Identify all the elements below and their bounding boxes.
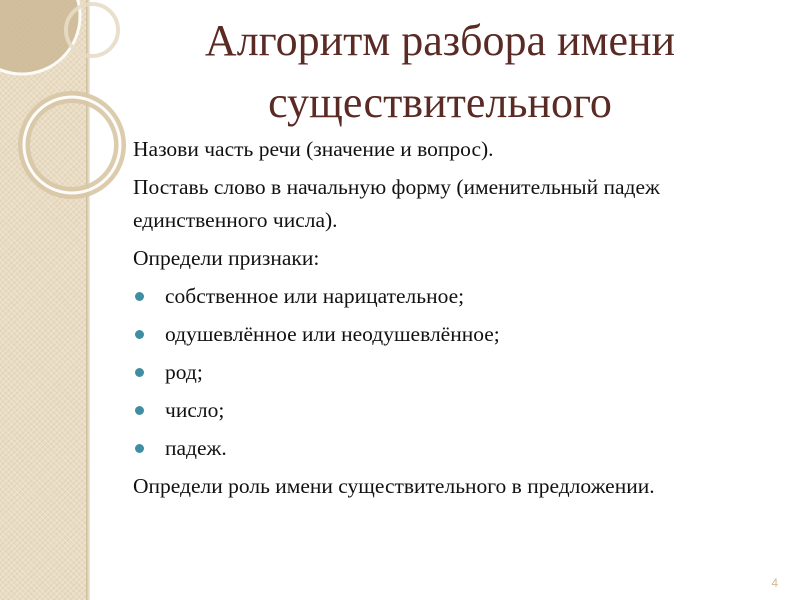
step-part-of-speech: Назови часть речи (значение и вопрос). <box>133 137 494 161</box>
features-list <box>133 280 753 465</box>
bullet-dot-icon <box>135 406 144 415</box>
step-features-heading: Определи признаки: <box>133 246 320 270</box>
feature-label: число; <box>165 398 225 422</box>
slide-content <box>133 133 753 508</box>
feature-item-animate <box>133 318 753 351</box>
page-number: 4 <box>771 576 778 590</box>
feature-label: одушевлённое или неодушевлённое; <box>165 322 500 346</box>
slide-title: Алгоритм разбора имени существительного <box>204 16 676 127</box>
bullet-dot-icon <box>135 292 144 301</box>
feature-item-gender <box>133 356 753 389</box>
feature-label: падеж. <box>165 436 227 460</box>
bullet-dot-icon <box>135 444 144 453</box>
feature-item-number <box>133 394 753 427</box>
feature-label: собственное или нарицательное; <box>165 284 465 308</box>
bullet-dot-icon <box>135 330 144 339</box>
feature-label: род; <box>165 360 203 384</box>
bullet-dot-icon <box>135 368 144 377</box>
step-role-in-sentence: Определи роль имени существительного в предложении. <box>133 474 655 498</box>
feature-item-case <box>133 432 753 465</box>
feature-item-proper-common <box>133 280 753 313</box>
step-initial-form: Поставь слово в начальную форму (именительный падеж единственного числа). <box>133 175 660 232</box>
